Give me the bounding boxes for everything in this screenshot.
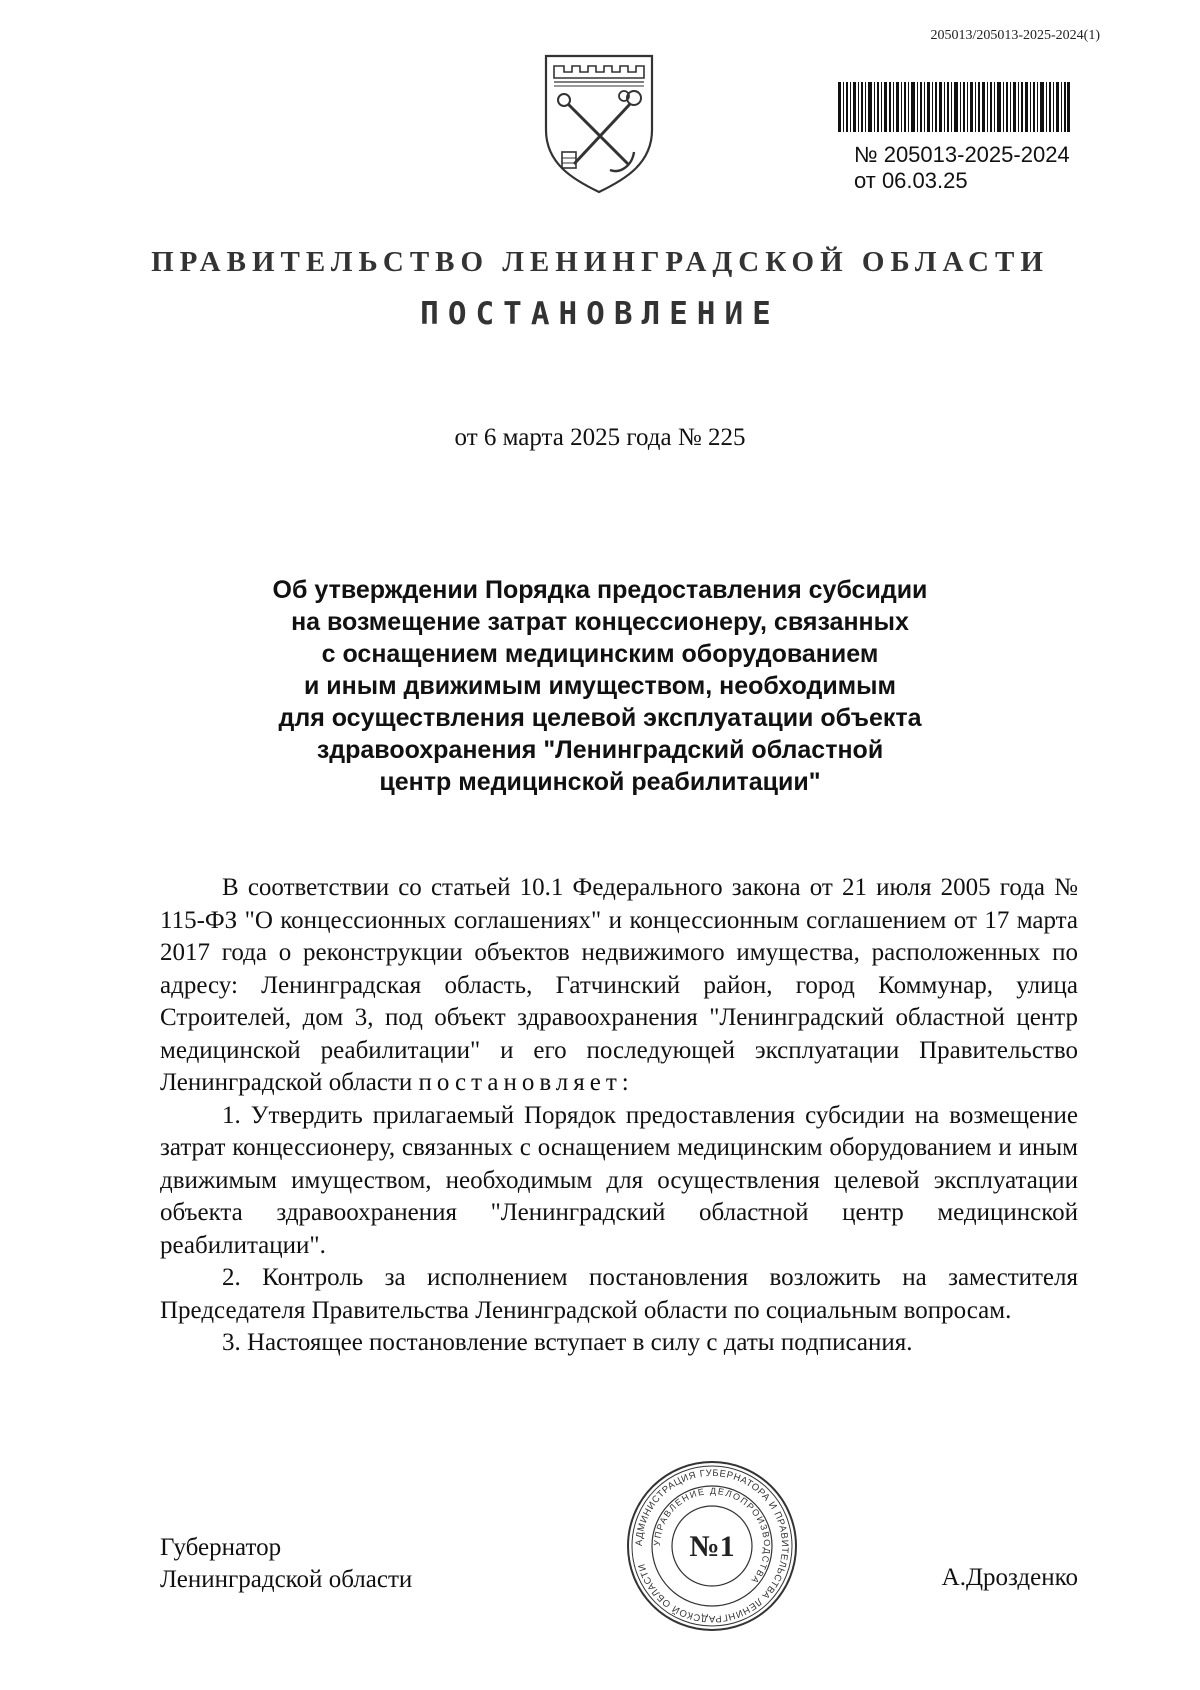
item-2: 2. Контроль за исполнением постановления возложить на заместителя Председателя Правительства Ленинградской области по социальным вопросам.	[160, 1264, 1078, 1324]
subject-line: с оснащением медицинским оборудованием	[321, 640, 879, 668]
subject-line: здравоохранения "Ленинградский областной	[316, 736, 884, 764]
decree-subject	[200, 574, 1000, 798]
signer-position-line: Ленинградской области	[160, 1566, 413, 1593]
stamp-ring-text: АДМИНИСТРАЦИЯ ГУБЕРНАТОРА И ПРАВИТЕЛЬСТВА ЛЕНИНГРАДСКОЙ ОБЛАСТИ	[633, 1467, 791, 1625]
barcode	[838, 82, 1070, 132]
leningrad-oblast-coat-of-arms-icon	[540, 52, 658, 194]
document-type-title: ПОСТАНОВЛЕНИЕ	[420, 296, 780, 332]
decree-date-line: от 6 марта 2025 года № 225	[454, 424, 746, 451]
item-3: 3. Настоящее постановление вступает в силу с даты подписания.	[222, 1329, 913, 1356]
preamble-text: В соответствии со статьей 10.1 Федерального закона от 21 июля 2005 года № 115-ФЗ "О концессионных соглашениях" и концессионным соглашением от 17 марта 2017 года о реконструкции объектов недвижимого имущества, расположенных по адресу: Ленинградская область, Гатчинский район, город Коммунар, улица Строителей, дом 3, под объект здравоохранения "Ленинградский областной центр медицинской реабилитации" и его последующей эксплуатации Правительство Ленинградской области	[160, 874, 1078, 1096]
signer-position	[160, 1532, 412, 1596]
registration-date: от 06.03.25	[854, 168, 968, 193]
signer-position-line: Губернатор	[160, 1534, 282, 1561]
subject-line: на возмещение затрат концессионеру, связанных	[291, 608, 909, 636]
subject-line: центр медицинской реабилитации"	[379, 768, 821, 796]
subject-line: для осуществления целевой эксплуатации объекта	[278, 704, 922, 732]
government-title: ПРАВИТЕЛЬСТВО ЛЕНИНГРАДСКОЙ ОБЛАСТИ	[151, 246, 1049, 278]
decree-body	[160, 872, 1078, 1360]
signer-name: А.Дрозденко	[941, 1564, 1078, 1591]
item-1: 1. Утвердить прилагаемый Порядок предоставления субсидии на возмещение затрат концессионеру, связанных с оснащением медицинским оборудованием и иным движимым имуществом, необходимым для осуществления целевой эксплуатации объекта здравоохранения "Ленинградский областной центр медицинской реабилитации".	[160, 1101, 1078, 1259]
stamp-center-text: №1	[689, 1530, 735, 1563]
document-code: 205013/205013-2025-2024(1)	[930, 28, 1100, 43]
resolves-word: постановляет:	[418, 1069, 634, 1096]
registration-number: № 205013-2025-2024	[854, 142, 1070, 167]
subject-line: Об утверждении Порядка предоставления субсидии	[272, 576, 928, 604]
subject-line: и иным движимым имуществом, необходимым	[303, 672, 897, 700]
preamble-paragraph	[160, 872, 1078, 1100]
official-stamp	[624, 1458, 800, 1634]
stamp-inner-text: УПРАВЛЕНИЕ ДЕЛОПРОИЗВОДСТВА	[651, 1485, 773, 1587]
